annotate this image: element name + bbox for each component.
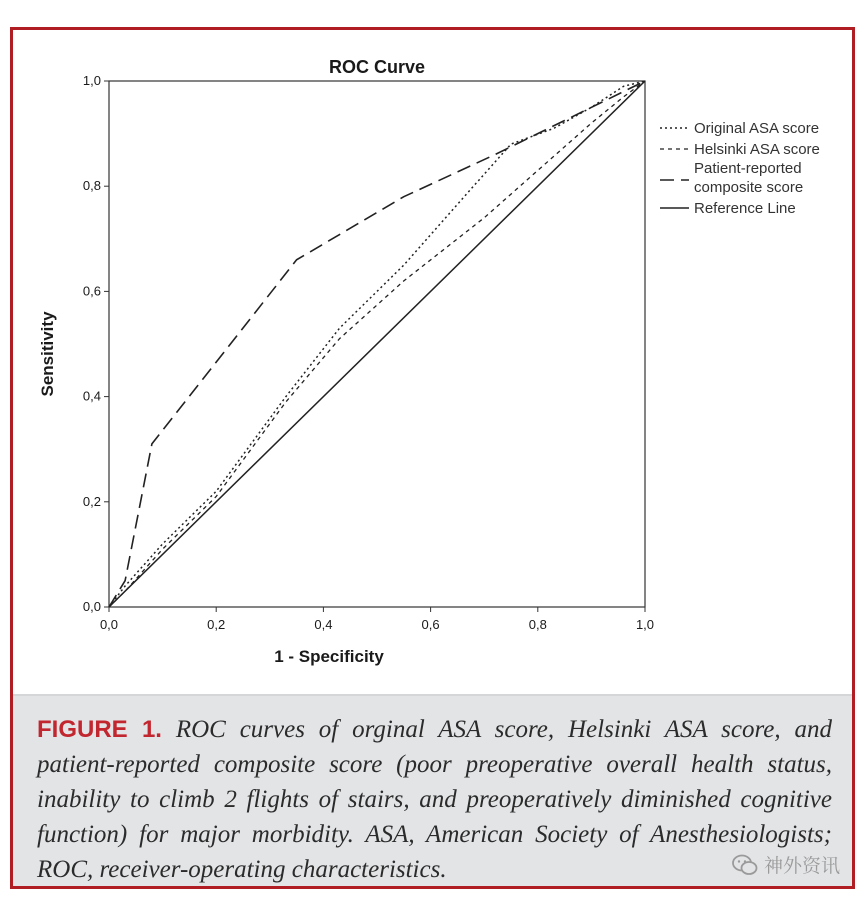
x-axis-label: 1 - Specificity: [274, 647, 384, 666]
legend-label: Helsinki ASA score: [694, 141, 820, 158]
legend-label: Patient-reported composite score: [694, 160, 804, 196]
legend-label: Reference Line: [694, 200, 796, 217]
figure-frame: [10, 27, 855, 889]
wechat-icon: [732, 854, 758, 876]
x-tick-label: 0,0: [99, 617, 119, 632]
figure-caption: [37, 712, 832, 887]
x-tick-label: 0,8: [528, 617, 547, 632]
caption-box: [13, 694, 852, 886]
watermark: [732, 851, 840, 878]
watermark-text: 神外资讯: [763, 855, 840, 877]
y-tick-label: 0,0: [82, 599, 101, 614]
figure-label: FIGURE 1.: [37, 716, 162, 743]
x-tick-label: 1,0: [635, 617, 655, 632]
y-tick-label: 0,6: [82, 283, 101, 299]
x-tick-label: 0,4: [314, 617, 333, 632]
chart-title: ROC Curve: [328, 57, 426, 77]
y-tick-label: 0,2: [82, 493, 101, 509]
y-axis-label: Sensitivity: [38, 311, 57, 397]
y-tick-label: 0,8: [82, 178, 101, 194]
y-tick-label: 0,4: [82, 388, 101, 404]
x-tick-label: 0,6: [421, 617, 440, 632]
y-tick-label: 1,0: [82, 73, 101, 88]
chart-area: [13, 30, 852, 694]
roc-chart: [13, 30, 852, 694]
x-tick-label: 0,2: [207, 617, 226, 632]
legend-label: Original ASA score: [694, 120, 820, 137]
series-line-reference-line: [109, 81, 645, 607]
caption-text: ROC curves of orginal ASA score, Helsinki ASA score, and patient-reported composite score (poor preoperative overall health status, inability to climb 2 flights of stairs, and preoperatively diminished cognitive function) for major morbidity. ASA, American Society of Anesthesiologists; ROC, receiver-operating characteristics.: [37, 716, 833, 883]
